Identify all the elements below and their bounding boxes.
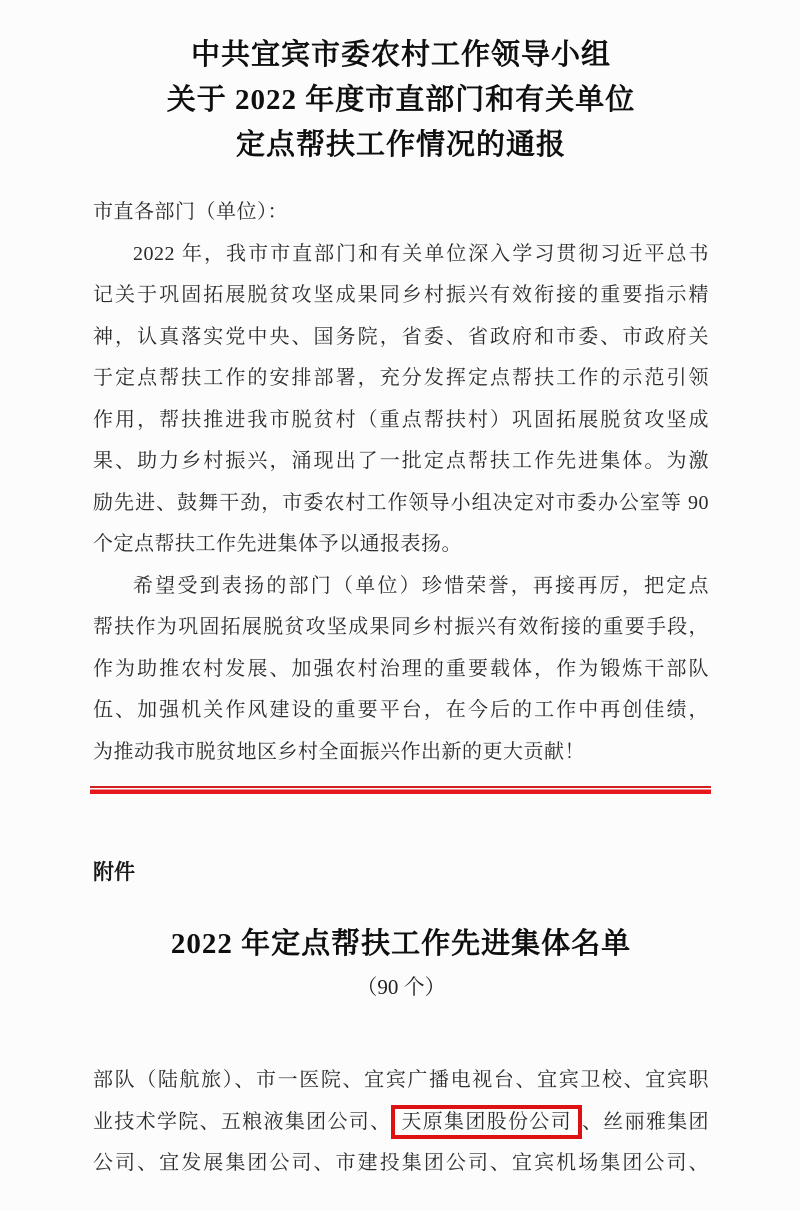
highlighted-company-red-box: 天原集团股份公司 xyxy=(391,1105,582,1139)
attachment-label: 附件 xyxy=(93,861,135,884)
salutation: 市直各部门（单位）： xyxy=(93,201,288,223)
title-line-2: 关于 2022 年度市直部门和有关单位 xyxy=(166,84,636,116)
body-line: 神，认真落实党中央、国务院，省委、省政府和市委、市政府关 xyxy=(93,325,709,348)
list-line: 部队（陆航旅）、市一医院、宜宾广播电视台、宜宾卫校、宜宾职 xyxy=(93,1069,709,1091)
list-line xyxy=(93,1102,709,1144)
body-line: 帮扶作为巩固拓展脱贫攻坚成果同乡村振兴有效衔接的重要手段， xyxy=(93,616,709,638)
attachment-title: 2022 年定点帮扶工作先进集体名单 xyxy=(170,928,632,960)
document-body xyxy=(93,192,709,773)
attachment-count: （90 个） xyxy=(356,975,446,999)
body-line: 作为助推农村发展、加强农村治理的重要载体，作为锻炼干部队 xyxy=(93,657,709,680)
paragraph-1 xyxy=(93,234,709,566)
body-line: 个定点帮扶工作先进集体予以通报表扬。 xyxy=(93,533,462,555)
list-line-segment: 业技术学院、五粮液集团公司、 xyxy=(93,1110,392,1133)
body-line: 果、助力乡村振兴，涌现出了一批定点帮扶工作先进集体。为激 xyxy=(93,450,709,472)
body-line: 为推动我市脱贫地区乡村全面振兴作出新的更大贡献！ xyxy=(93,740,585,763)
body-line: 希望受到表扬的部门（单位）珍惜荣誉，再接再厉，把定点 xyxy=(133,574,709,597)
body-line: 励先进、鼓舞干劲，市委农村工作领导小组决定对市委办公室等 90 xyxy=(93,491,709,514)
title-line-3: 定点帮扶工作情况的通报 xyxy=(235,129,566,161)
body-line: 2022 年，我市市直部门和有关单位深入学习贯彻习近平总书 xyxy=(133,242,709,265)
list-line: 公司、宜发展集团公司、市建投集团公司、宜宾机场集团公司、 xyxy=(93,1152,709,1174)
list-line-segment: 、丝丽雅集团 xyxy=(581,1110,710,1133)
paragraph-2 xyxy=(93,566,709,774)
collectives-list xyxy=(93,1060,709,1185)
title-line-1: 中共宜宾市委农村工作领导小组 xyxy=(190,39,611,71)
body-line: 作用，帮扶推进我市脱贫村（重点帮扶村）巩固拓展脱贫攻坚成 xyxy=(93,408,709,431)
red-divider-line xyxy=(90,786,711,794)
body-line: 于定点帮扶工作的安排部署，充分发挥定点帮扶工作的示范引领 xyxy=(93,367,709,389)
body-line: 伍、加强机关作风建设的重要平台，在今后的工作中再创佳绩， xyxy=(93,699,709,721)
document-content xyxy=(93,0,709,1185)
document-title xyxy=(93,0,709,168)
body-line: 记关于巩固拓展脱贫攻坚成果同乡村振兴有效衔接的重要指示精 xyxy=(93,284,709,306)
